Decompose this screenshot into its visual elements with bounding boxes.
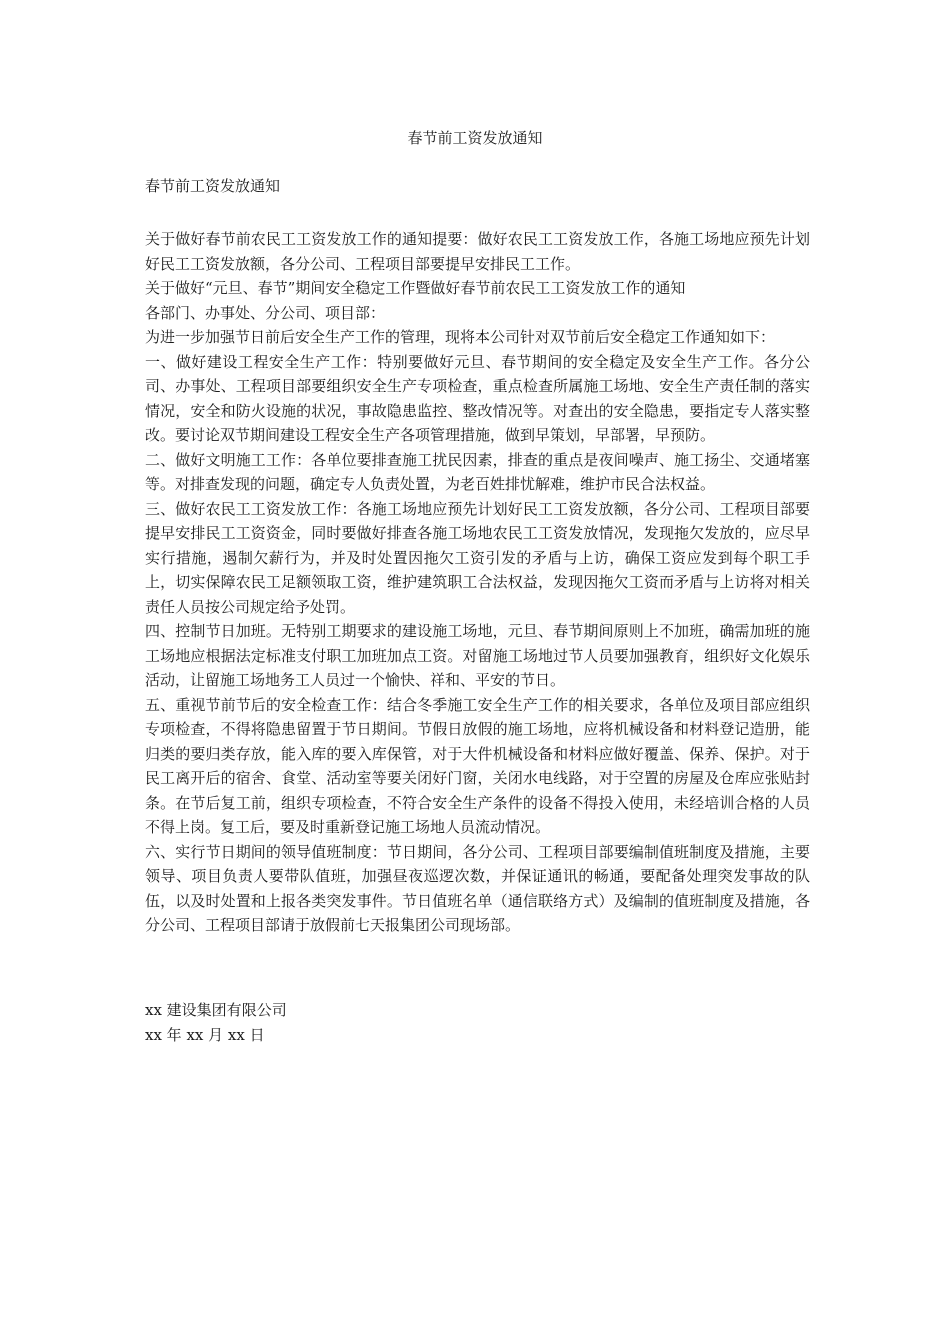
signature-block [145, 998, 287, 1048]
signature-date: xx 年 xx 月 xx 日 [145, 1026, 265, 1044]
document-title: 春节前工资发放通知 [407, 129, 543, 147]
signature-company: xx 建设集团有限公司 [145, 1001, 287, 1019]
paragraph-recipients: 各部门、办事处、分公司、项目部： [145, 303, 386, 322]
paragraph-summary: 关于做好春节前农民工工资发放工作的通知提要：做好农民工工资发放工作，各施工场地应预先计划好民工工资发放额，各分公司、工程项目部要提早安排民工工作。 [145, 230, 810, 273]
document-body [145, 227, 810, 938]
paragraph-section-4: 四、控制节日加班。无特别工期要求的建设施工场地，元旦、春节期间原则上不加班，确需加班的施工场地应根据法定标准支付职工加班加点工资。对留施工场地过节人员要加强教育，组织好文化娱乐活动，让留施工场地务工人员过一个愉快、祥和、平安的节日。 [145, 622, 810, 689]
paragraph-notice-title: 关于做好“元旦、春节”期间安全稳定工作暨做好春节前农民工工资发放工作的通知 [145, 279, 686, 297]
document-subtitle: 春节前工资发放通知 [145, 177, 281, 195]
paragraph-section-6: 六、实行节日期间的领导值班制度：节日期间，各分公司、工程项目部要编制值班制度及措施，主要领导、项目负责人要带队值班，加强昼夜巡逻次数，并保证通讯的畅通，要配备处理突发事故的队伍，以及时处置和上报各类突发事件。节日值班名单（通信联络方式）及编制的值班制度及措施，各分公司、工程项目部请于放假前七天报集团公司现场部。 [145, 842, 810, 934]
paragraph-intro: 为进一步加强节日前后安全生产工作的管理，现将本公司针对双节前后安全稳定工作通知如下： [145, 328, 776, 346]
paragraph-section-5: 五、重视节前节后的安全检查工作：结合冬季施工安全生产工作的相关要求，各单位及项目部应组织专项检查，不得将隐患留置于节日期间。节假日放假的施工场地，应将机械设备和材料登记造册，能归类的要归类存放，能入库的要入库保管，对于大件机械设备和材料应做好覆盖、保养、保护。对于民工离开后的宿舍、食堂、活动室等要关闭好门窗，关闭水电线路，对于空置的房屋及仓库应张贴封条。在节后复工前，组织专项检查，不符合安全生产条件的设备不得投入使用，未经培训合格的人员不得上岗。复工后，要及时重新登记施工场地人员流动情况。 [145, 695, 810, 836]
paragraph-section-3: 三、做好农民工工资发放工作：各施工场地应预先计划好民工工资发放额，各分公司、工程项目部要提早安排民工工资资金，同时要做好排查各施工场地农民工工资发放情况，发现拖欠发放的，应尽早实行措施，遏制欠薪行为，并及时处置因拖欠工资引发的矛盾与上访，确保工资应发到每个职工手上，切实保障农民工足额领取工资，维护建筑职工合法权益，发现因拖欠工资而矛盾与上访将对相关责任人员按公司规定给予处罚。 [145, 499, 810, 616]
paragraph-section-1: 一、做好建设工程安全生产工作：特别要做好元旦、春节期间的安全稳定及安全生产工作。各分公司、办事处、工程项目部要组织安全生产专项检查，重点检查所属施工场地、安全生产责任制的落实情况，安全和防火设施的状况，事故隐患监控、整改情况等。对查出的安全隐患，要指定专人落实整改。要讨论双节期间建设工程安全生产各项管理措施，做到早策划，早部署，早预防。 [145, 352, 810, 444]
paragraph-section-2: 二、做好文明施工工作：各单位要排查施工扰民因素，排查的重点是夜间噪声、施工扬尘、交通堵塞等。对排查发现的问题，确定专人负责处置，为老百姓排忧解难，维护市民合法权益。 [145, 450, 810, 493]
